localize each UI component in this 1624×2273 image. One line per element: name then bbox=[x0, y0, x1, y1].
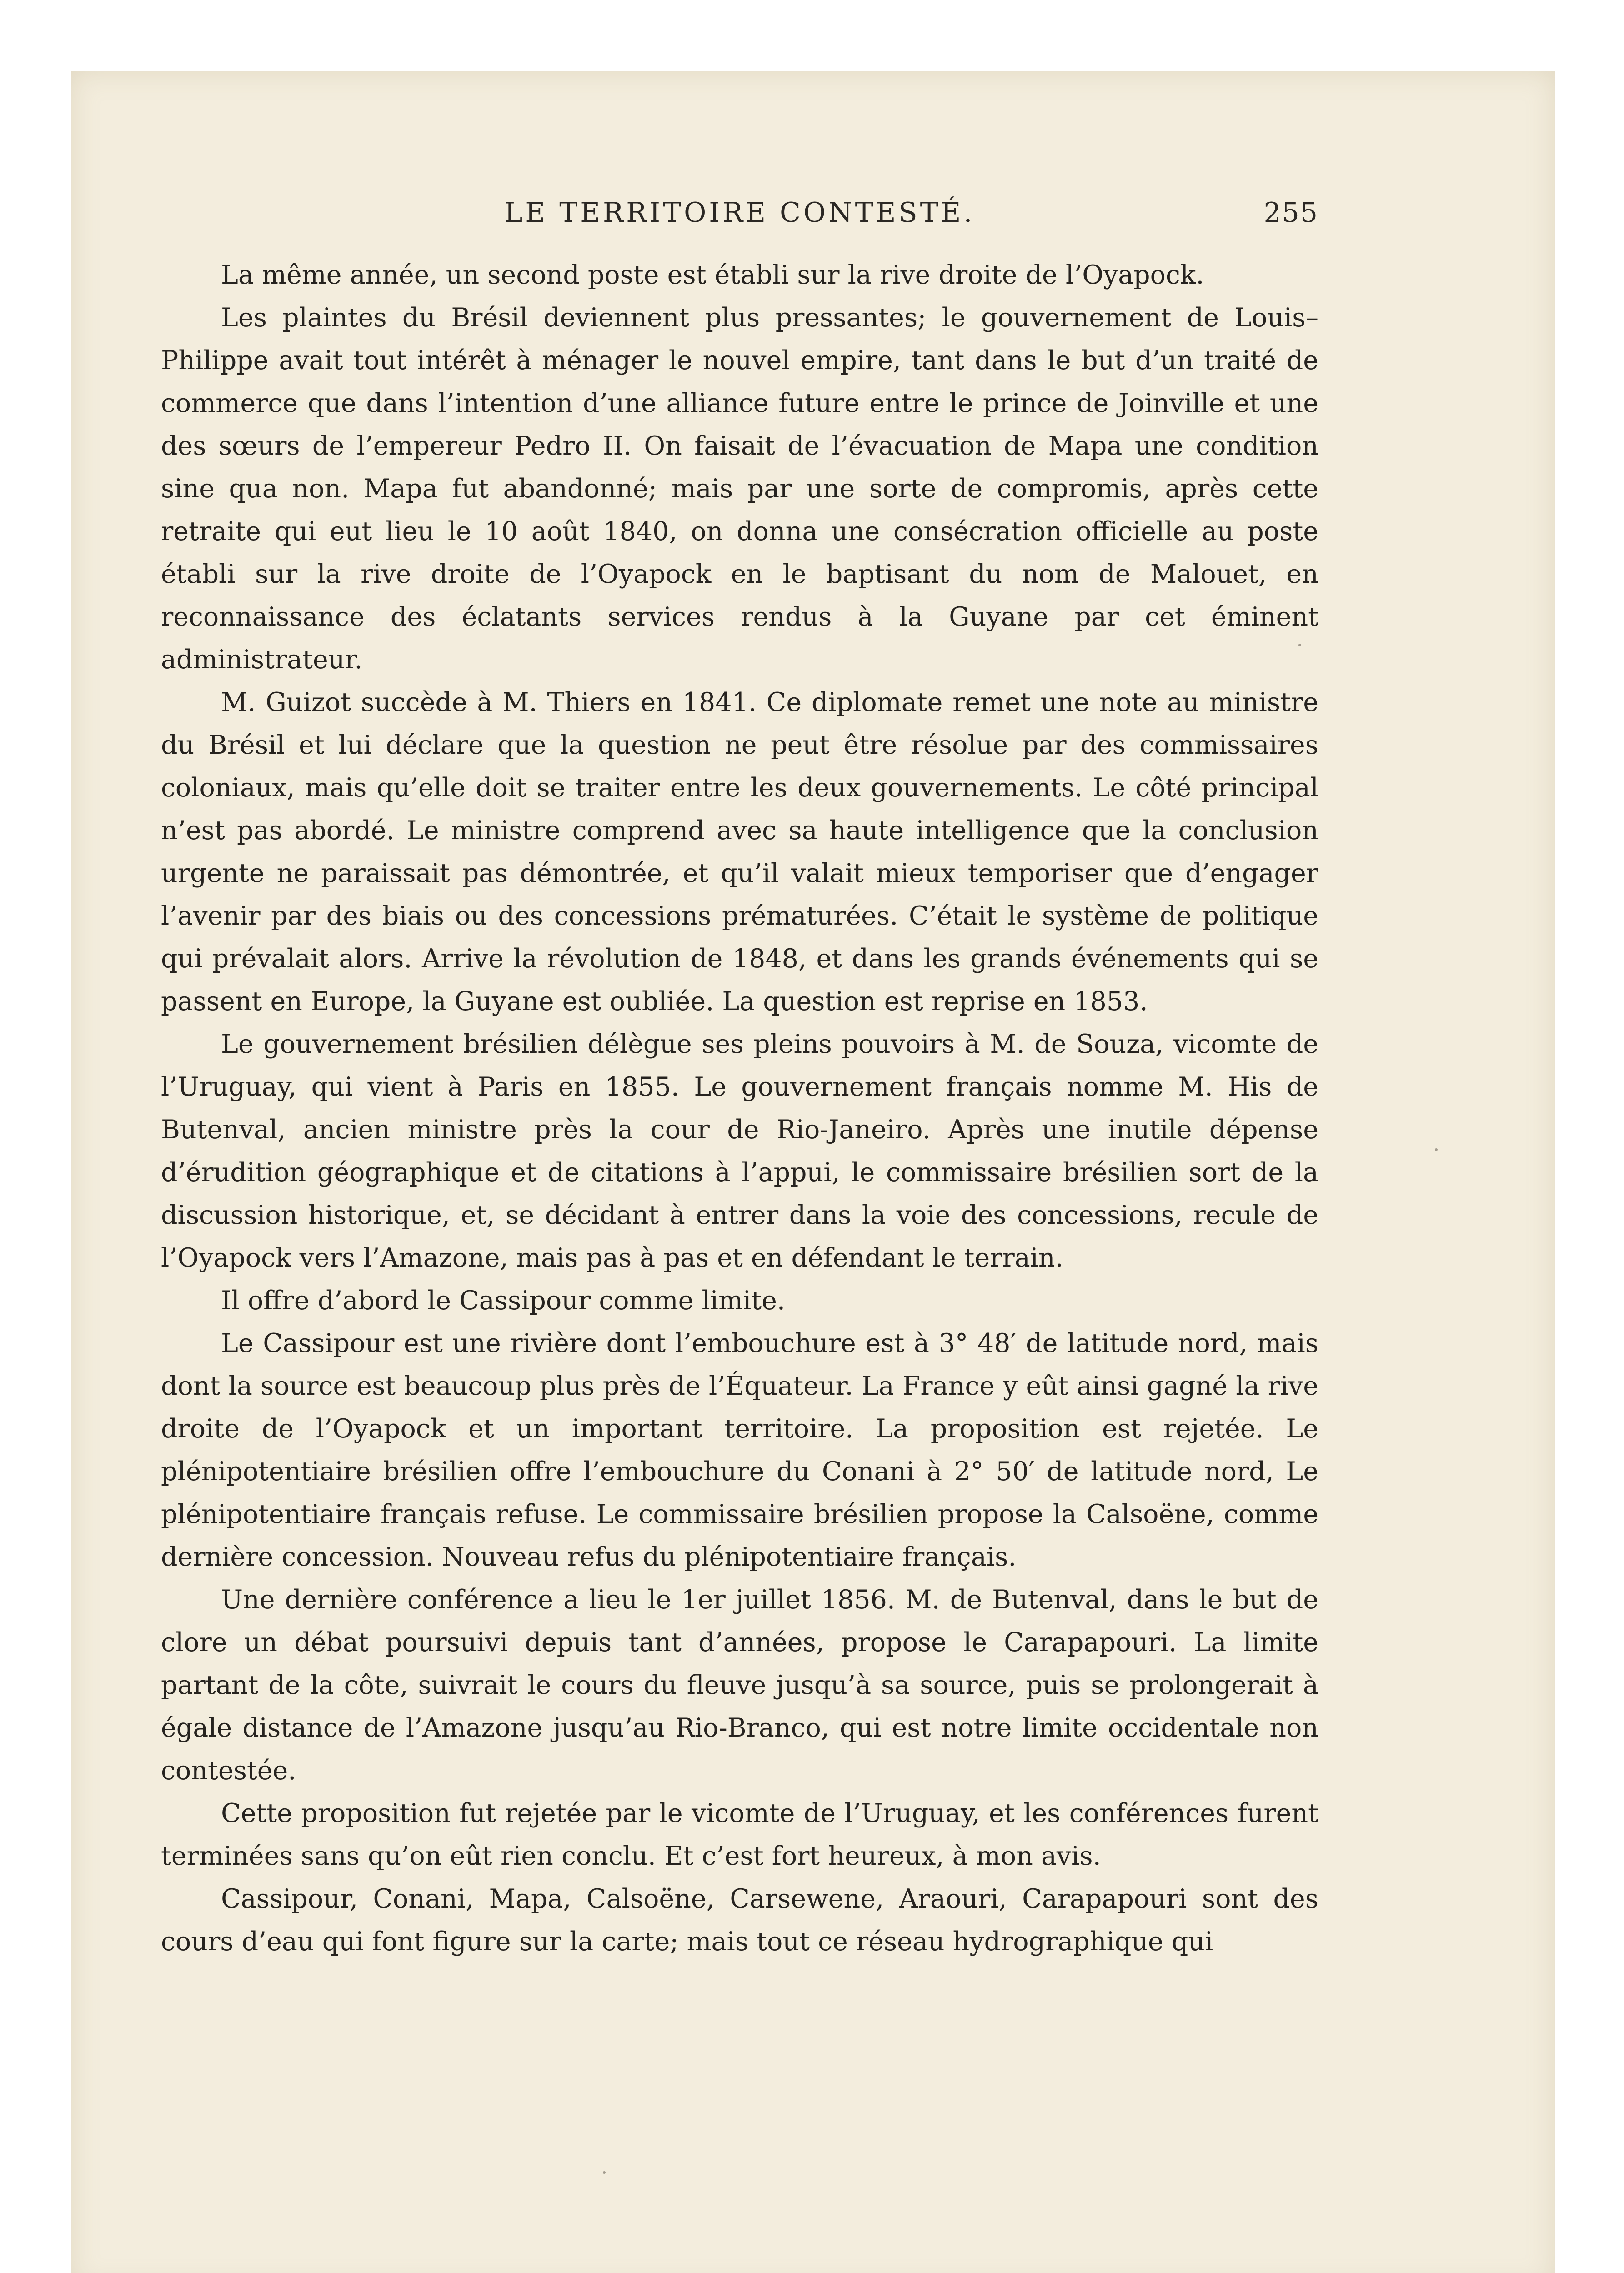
running-title: LE TERRITOIRE CONTESTÉ. bbox=[504, 197, 975, 229]
page-header bbox=[161, 197, 1318, 233]
ink-speck bbox=[603, 2171, 606, 2174]
paragraph: M. Guizot succède à M. Thiers en 1841. Ce diplomate remet une note au ministre du Brésil et lui déclare que la question ne peut être résolue par des commissaires coloniaux, mais qu’elle doit se traiter entre les deux gouvernements. Le côté principal n’est pas abordé. Le ministre comprend avec sa haute intelligence que la conclusion urgente ne paraissait pas démontrée, et qu’il valait mieux temporiser que d’engager l’avenir par des biais ou des concessions prématurées. C’était le système de politique qui prévalait alors. Arrive la révolution de 1848, et dans les grands événements qui se passent en Europe, la Guyane est oubliée. La question est reprise en 1853. bbox=[161, 687, 1318, 1016]
paragraph: La même année, un second poste est établi sur la rive droite de l’Oyapock. bbox=[221, 260, 1204, 290]
paragraph: Il offre d’abord le Cassipour comme limite. bbox=[221, 1286, 786, 1316]
paragraph: Les plaintes du Brésil deviennent plus pressantes; le gouvernement de Louis–Philippe avait tout intérêt à ménager le nouvel empire, tant dans le but d’un traité de commerce que dans l’intention d’une alliance future entre le prince de Joinville et une des sœurs de l’empereur Pedro II. On faisait de l’évacuation de Mapa une condition sine qua non. Mapa fut abandonné; mais par une sorte de compromis, après cette retraite qui eut lieu le 10 août 1840, on donna une consécration officielle au poste établi sur la rive droite de l’Oyapock en le baptisant du nom de Malouet, en reconnaissance des éclatants services rendus à la Guyane par cet éminent administrateur. bbox=[161, 303, 1318, 675]
paragraph: Cassipour, Conani, Mapa, Calsoëne, Carsewene, Araouri, Carapapouri sont des cours d’eau qui font figure sur la carte; mais tout ce réseau hydrographique qui bbox=[161, 1884, 1318, 1957]
paragraph: Une dernière conférence a lieu le 1er juillet 1856. M. de Butenval, dans le but de clore un débat poursuivi depuis tant d’années, propose le Carapapouri. La limite partant de la côte, suivrait le cours du fleuve jusqu’à sa source, puis se prolongerait à égale distance de l’Amazone jusqu’au Rio-Branco, qui est notre limite occidentale non contestée. bbox=[161, 1585, 1318, 1786]
page-number: 255 bbox=[1263, 197, 1318, 229]
paragraph: Cette proposition fut rejetée par le vicomte de l’Uruguay, et les conférences furent terminées sans qu’on eût rien conclu. Et c’est fort heureux, à mon avis. bbox=[161, 1798, 1318, 1871]
paragraph: Le gouvernement brésilien délègue ses pleins pouvoirs à M. de Souza, vicomte de l’Uruguay, qui vient à Paris en 1855. Le gouvernement français nomme M. His de Butenval, ancien ministre près la cour de Rio-Janeiro. Après une inutile dépense d’érudition géographique et de citations à l’appui, le commissaire brésilien sort de la discussion historique, et, se décidant à entrer dans la voie des concessions, recule de l’Oyapock vers l’Amazone, mais pas à pas et en défendant le terrain. bbox=[161, 1029, 1318, 1273]
paragraph: Le Cassipour est une rivière dont l’embouchure est à 3° 48′ de latitude nord, mais dont la source est beaucoup plus près de l’Équateur. La France y eût ainsi gagné la rive droite de l’Oyapock et un important territoire. La proposition est rejetée. Le plénipotentiaire brésilien offre l’embouchure du Conani à 2° 50′ de latitude nord, Le plénipotentiaire français refuse. Le commissaire brésilien propose la Calsoëne, comme dernière concession. Nouveau refus du plénipotentiaire français. bbox=[161, 1328, 1318, 1572]
ink-speck bbox=[1435, 1148, 1438, 1151]
body-text bbox=[161, 254, 1318, 2054]
